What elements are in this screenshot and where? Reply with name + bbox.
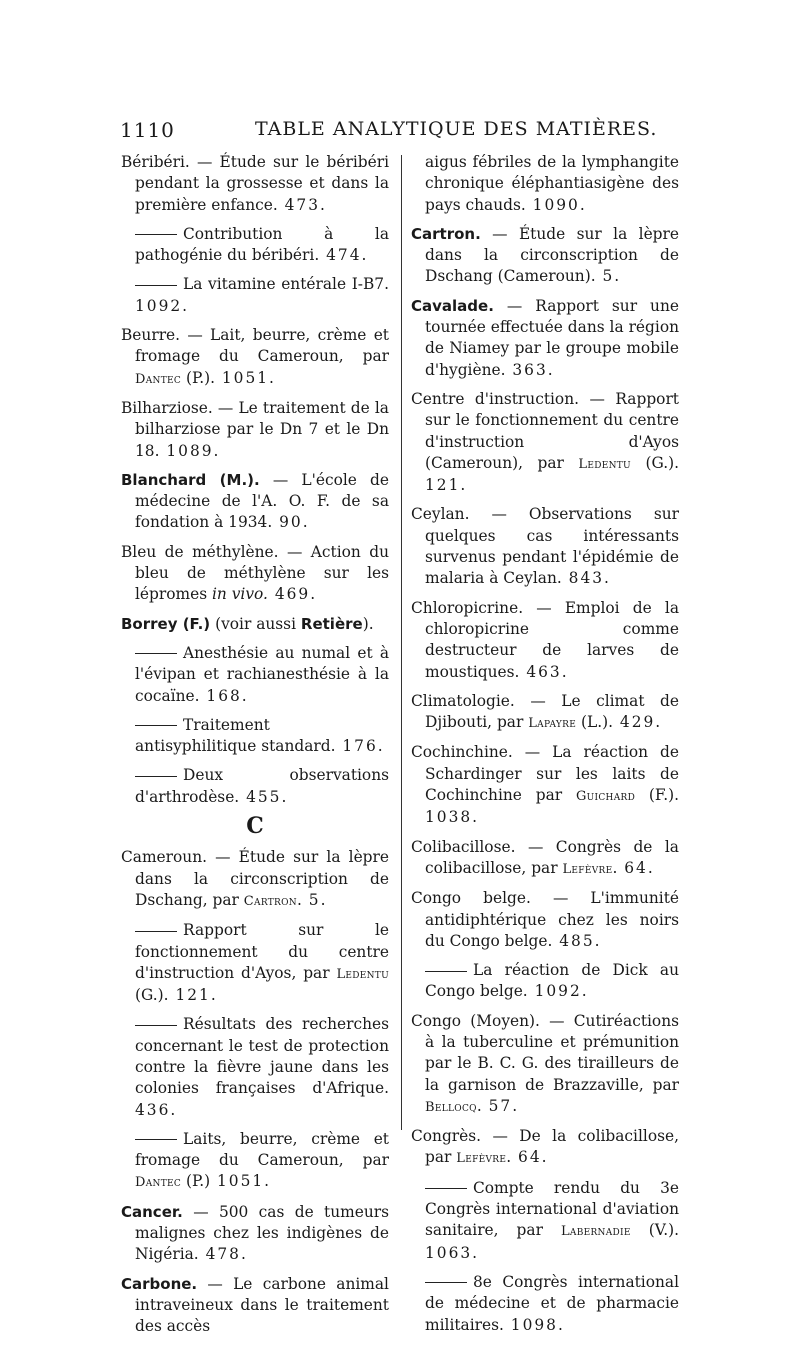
entry-page-ref: 363. xyxy=(505,360,555,379)
entry-page-ref: 168. xyxy=(199,686,249,705)
index-entry xyxy=(121,470,389,534)
entry-page-ref: 463. xyxy=(519,662,569,681)
entry-italic: in vivo. xyxy=(212,585,268,604)
index-entry xyxy=(411,1178,679,1264)
entry-text: 8e Congrès international de médecine et de pharmacie militaires. xyxy=(425,1272,679,1334)
index-entry xyxy=(411,742,679,828)
index-entry xyxy=(411,1272,679,1336)
entry-text: — De la colibacillose, par xyxy=(425,1127,679,1167)
index-entry xyxy=(411,504,679,589)
entry-heading: Beurre. xyxy=(121,326,181,345)
entry-page-ref: 1092. xyxy=(527,982,589,1001)
index-entry xyxy=(121,325,389,390)
entry-page-ref: 1051. xyxy=(210,1172,272,1191)
entry-heading: Carbone. xyxy=(121,1274,198,1293)
entry-heading: Cavalade. xyxy=(411,296,494,315)
entry-heading: Cameroun. xyxy=(121,848,207,867)
entry-page-ref: 843. xyxy=(561,569,611,588)
index-entry xyxy=(121,152,389,216)
entry-page-ref: 1063. xyxy=(425,1243,480,1262)
index-entry xyxy=(411,389,679,496)
index-entry xyxy=(411,960,679,1003)
repeat-dash xyxy=(425,1188,467,1189)
entry-page-ref: 1098. xyxy=(503,1315,565,1334)
page-title: TABLE ANALYTIQUE DES MATIÈRES. xyxy=(255,118,658,140)
entry-heading: Cancer. xyxy=(121,1202,183,1221)
entry-author: Lapayre xyxy=(528,716,577,732)
entry-page-ref: 473. xyxy=(277,195,327,214)
index-entry xyxy=(121,643,389,707)
entry-author-initial: . xyxy=(612,858,618,877)
repeat-dash xyxy=(425,1282,467,1283)
repeat-dash xyxy=(135,1025,177,1026)
index-entry xyxy=(411,224,679,288)
entry-text: — Étude sur la lèpre dans la circonscription de Dschang, par xyxy=(135,848,389,909)
index-entry xyxy=(121,542,389,606)
entry-page-ref: 5. xyxy=(595,267,622,286)
entry-text: La réaction de Dick au Congo belge. xyxy=(425,961,679,1001)
entry-text: aigus fébriles de la lymphangite chronique éléphantiasigène des pays chauds. xyxy=(425,153,679,214)
entry-author: Dantec xyxy=(135,1175,182,1191)
entry-author: Cartron xyxy=(243,893,297,909)
entry-heading: Congo belge. xyxy=(411,889,531,908)
entry-crossref: Retière xyxy=(300,614,363,633)
entry-text: — La réaction de Schardinger sur les laits de Cochinchine par xyxy=(425,743,679,805)
index-entry xyxy=(121,274,389,317)
entry-heading: Blanchard (M.). xyxy=(121,470,260,489)
left-column xyxy=(121,152,389,1346)
entry-page-ref: 1092. xyxy=(135,296,190,315)
entry-page-ref: 429. xyxy=(613,713,663,732)
entry-text: Laits, beurre, crème et fromage du Cameroun, par xyxy=(135,1129,389,1170)
entry-text: La vitamine entérale I-B7. xyxy=(183,275,389,294)
index-entry xyxy=(121,224,389,267)
entry-author-initial: (P.). xyxy=(181,368,215,387)
index-entry xyxy=(121,1202,389,1266)
entry-text: — Étude sur la lèpre dans la circonscription de Dschang (Cameroun). xyxy=(425,224,679,286)
entry-page-ref: 176. xyxy=(335,737,385,756)
entry-heading: Bleu de méthylène. xyxy=(121,542,279,561)
entry-heading: Colibacillose. xyxy=(411,837,516,856)
entry-heading: Cochinchine. xyxy=(411,743,513,762)
entry-author-initial: (G.). xyxy=(630,453,679,472)
entry-author: Ledentu xyxy=(336,966,389,982)
entry-heading: Congo (Moyen). xyxy=(411,1011,540,1030)
entry-heading: Climatologie. xyxy=(411,691,515,710)
entry-page-ref: 5. xyxy=(301,890,328,909)
entry-author-initial: . xyxy=(476,1096,482,1115)
entry-page-ref: 474. xyxy=(319,246,369,265)
entry-text: Rapport sur le fonctionnement du centre d'instruction d'Ayos, par xyxy=(135,921,389,982)
repeat-dash xyxy=(135,1139,177,1140)
entry-heading: Ceylan. xyxy=(411,505,470,524)
index-entry xyxy=(121,1274,389,1338)
entry-text: (voir aussi xyxy=(210,614,301,633)
index-entry xyxy=(411,152,679,216)
entry-text: — Emploi de la chloropicrine comme destructeur de larves de moustiques. xyxy=(425,598,679,681)
entry-text: — Rapport sur une tournée effectuée dans la région de Niamey par le groupe mobile d'hygiène. xyxy=(425,296,679,379)
index-entry xyxy=(411,1126,679,1170)
entry-author-initial: (V.). xyxy=(630,1221,680,1240)
entry-heading: Borrey (F.) xyxy=(121,614,211,633)
right-column xyxy=(411,152,679,1344)
entry-page-ref: 469. xyxy=(267,585,318,604)
entry-text: Anesthésie au numal et à l'évipan et rachianesthésie à la cocaïne. xyxy=(135,643,389,705)
entry-text: Compte rendu du 3e Congrès international d'aviation sanitaire, par xyxy=(425,1178,679,1240)
entry-author-initial: . xyxy=(506,1148,512,1167)
entry-page-ref: 90. xyxy=(272,513,310,532)
index-entry xyxy=(411,888,679,952)
entry-heading: Béribéri. xyxy=(121,153,190,171)
entry-page-ref: 1089. xyxy=(159,441,221,460)
entry-text: ). xyxy=(362,614,374,633)
repeat-dash xyxy=(135,725,177,726)
entry-author: Guichard xyxy=(575,789,636,805)
entry-text: — Le traitement de la bilharziose par le Dn 7 et le Dn 18. xyxy=(135,398,389,460)
index-entry xyxy=(121,614,389,635)
entry-text: Résultats des recherches concernant le test de protection contre la fièvre jaune dans les colonies françaises d'Afrique. xyxy=(135,1015,389,1098)
repeat-dash xyxy=(135,234,177,235)
entry-author: Labernadie xyxy=(560,1224,631,1240)
entry-page-ref: 1051. xyxy=(214,368,276,387)
entry-heading: Congrès. xyxy=(411,1127,482,1146)
entry-author: Ledentu xyxy=(578,456,631,472)
entry-page-ref: 57. xyxy=(481,1096,520,1115)
entry-author: Bellocq xyxy=(425,1099,477,1115)
entry-page-ref: 478. xyxy=(198,1245,248,1264)
entry-text: — L'immunité antidiphtérique chez les noirs du Congo belge. xyxy=(425,889,679,950)
entry-text: Contribution à la pathogénie du béribéri. xyxy=(135,224,389,265)
entry-text: — L'école de médecine de l'A. O. F. de sa fondation à 1934. xyxy=(135,470,389,532)
index-entry xyxy=(121,715,389,758)
entry-author-initial: . xyxy=(296,890,302,909)
entry-text: — Cutiréactions à la tuberculine et prémunition par le B. C. G. des tirailleurs de la garnison de Brazzaville, par xyxy=(425,1011,679,1094)
entry-text: — Observations sur quelques cas intéressants survenus pendant l'épidémie de malaria à Ceylan. xyxy=(425,505,679,588)
entry-text: — Rapport sur le fonctionnement du centre d'instruction d'Ayos (Cameroun), par xyxy=(425,389,679,472)
entry-heading: Centre d'instruction. xyxy=(411,389,579,408)
index-entry xyxy=(121,765,389,808)
entry-author: Lefèvre xyxy=(562,861,613,877)
entry-text: — Action du bleu de méthylène sur les lépromes xyxy=(135,542,390,604)
index-entry xyxy=(411,598,679,683)
column-divider xyxy=(401,155,402,1130)
entry-heading: Chloropicrine. xyxy=(411,598,524,617)
index-entry xyxy=(121,1129,389,1194)
entry-page-ref: 1090. xyxy=(525,195,587,214)
section-letter: C xyxy=(246,813,264,840)
entry-text: — Étude sur le béribéri pendant la grossesse et dans la première enfance. xyxy=(135,153,389,214)
entry-text: — Congrès de la colibacillose, par xyxy=(425,837,679,877)
index-entry xyxy=(121,920,389,1006)
entry-text: Traitement antisyphilitique standard. xyxy=(135,715,336,756)
entry-page-ref: 485. xyxy=(552,931,602,950)
repeat-dash xyxy=(135,776,177,777)
repeat-dash xyxy=(135,285,177,286)
entry-author-initial: (F.). xyxy=(635,786,679,805)
entry-text: — Le carbone animal intraveineux dans le traitement des accès xyxy=(135,1274,389,1336)
index-entry xyxy=(411,296,679,381)
entry-page-ref: 121. xyxy=(168,986,218,1005)
repeat-dash xyxy=(135,653,177,654)
entry-author-initial: (P.) xyxy=(181,1172,211,1191)
entry-text: — Le climat de Djibouti, par xyxy=(425,691,679,732)
index-entry xyxy=(121,1014,389,1120)
entry-author-initial: (G.). xyxy=(135,986,169,1005)
entry-page-ref: 455. xyxy=(239,787,289,806)
entry-text: Deux observations d'arthrodèse. xyxy=(135,766,389,806)
entry-text: — Lait, beurre, crème et fromage du Cameroun, par xyxy=(135,326,389,366)
entry-page-ref: 64. xyxy=(617,858,655,877)
index-entry xyxy=(121,847,389,912)
entry-author: Dantec xyxy=(135,371,182,387)
repeat-dash xyxy=(425,971,467,972)
index-entry xyxy=(411,837,679,881)
index-entry xyxy=(411,691,679,735)
page-number: 1110 xyxy=(120,118,175,142)
entry-page-ref: 121. xyxy=(425,476,468,495)
entry-page-ref: 1038. xyxy=(425,808,480,827)
entry-heading: Cartron. xyxy=(411,224,481,243)
entry-page-ref: 436. xyxy=(135,1100,178,1119)
repeat-dash xyxy=(135,931,177,932)
entry-text: — 500 cas de tumeurs malignes chez les indigènes de Nigéria. xyxy=(135,1202,389,1264)
index-entry xyxy=(411,1011,679,1118)
entry-author-initial: (L.). xyxy=(576,713,614,732)
entry-heading: Bilharziose. xyxy=(121,398,213,417)
index-entry xyxy=(121,398,389,462)
entry-author: Lefèvre xyxy=(456,1151,507,1167)
entry-page-ref: 64. xyxy=(511,1148,549,1167)
